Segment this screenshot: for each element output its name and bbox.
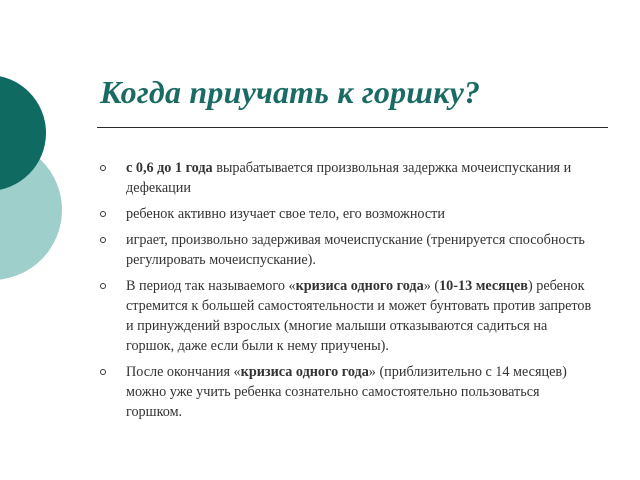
bullet-run: ребенок активно изучает свое тело, его возможности bbox=[126, 206, 445, 222]
bullet-run: » ( bbox=[423, 278, 440, 294]
bullet-run: » (приблизительно с 14 месяцев) можно уже учить ребенка сознательно самостоятельно пользоваться горшком. bbox=[126, 364, 567, 420]
bullet-item bbox=[98, 362, 598, 422]
bullet-bold-run: 10-13 месяцев bbox=[439, 278, 528, 294]
bullet-bold-run: кризиса одного года bbox=[295, 278, 424, 294]
bullet-list bbox=[98, 158, 598, 428]
bullet-item bbox=[98, 230, 598, 270]
bullet-text bbox=[126, 364, 567, 420]
bullet-text bbox=[126, 278, 591, 354]
bullet-run: играет, произвольно задерживая мочеиспускание (тренируется способность регулировать мочеиспускание). bbox=[126, 232, 585, 268]
bullet-bold-run: с 0,6 до 1 года bbox=[126, 160, 213, 176]
bullet-bold-run: кризиса одного года bbox=[240, 364, 369, 380]
bullet-circle-icon bbox=[100, 369, 106, 375]
bullet-text bbox=[126, 232, 585, 268]
bullet-circle-icon bbox=[100, 211, 106, 217]
bullet-text bbox=[126, 206, 445, 222]
bullet-run: вырабатывается произвольная задержка мочеиспускания и дефекации bbox=[126, 160, 572, 196]
slide-title: Когда приучать к горшку? bbox=[100, 74, 481, 110]
bullet-run: ) ребенок стремится к большей самостоятельности и может бунтовать против запретов и принуждений взрослых (многие малыши отказываются садиться на горшок, даже если были к нему приучены). bbox=[126, 278, 592, 354]
bullet-run: После окончания « bbox=[126, 364, 241, 380]
bullet-item bbox=[98, 276, 598, 356]
decorative-circles bbox=[0, 0, 100, 480]
bullet-circle-icon bbox=[100, 165, 106, 171]
bullet-text bbox=[126, 160, 571, 196]
title-divider bbox=[97, 127, 608, 128]
bullet-circle-icon bbox=[100, 237, 106, 243]
bullet-circle-icon bbox=[100, 283, 106, 289]
bullet-item bbox=[98, 204, 598, 224]
bullet-run: В период так называемого « bbox=[126, 278, 296, 294]
bullet-item bbox=[98, 158, 598, 198]
